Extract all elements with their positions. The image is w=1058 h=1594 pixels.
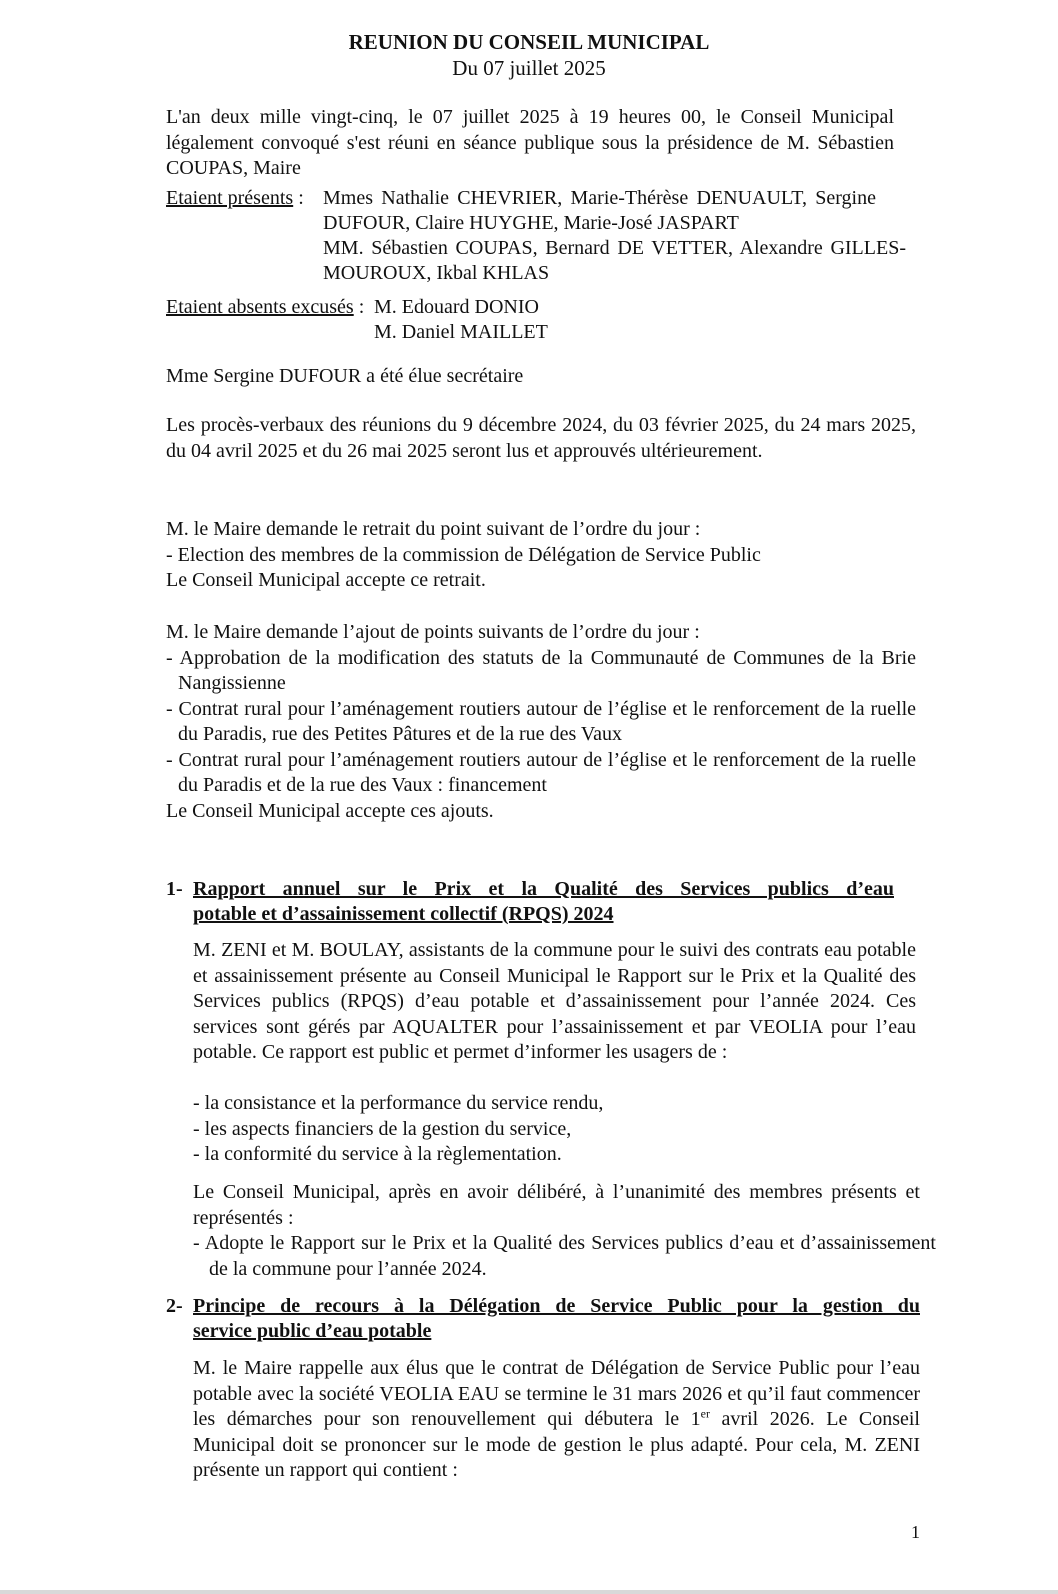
secretary-line: Mme Sergine DUFOUR a été élue secrétaire [166, 365, 524, 387]
section-1-title-line-2: potable et d’assainissement collectif (RPQS) 2024 [193, 903, 614, 925]
intro-paragraph: L'an deux mille vingt-cinq, le 07 juillet 2025 à 19 heures 00, le Conseil Municipal légalement convoqué s'est réuni en séance publique sous la présidence de M. Sébastien COUPAS, Maire [166, 106, 894, 179]
section-1-title-line-1: Rapport annuel sur le Prix et la Qualité des Services publics d’eau [193, 878, 894, 900]
document-date: Du 07 juillet 2025 [452, 56, 606, 80]
section-1-number: 1- [166, 878, 183, 900]
section-1-bullet-1: - la consistance et la performance du service rendu, [193, 1092, 604, 1114]
absents-label: Etaient absents excusés [166, 296, 354, 318]
withdrawal-block [166, 517, 926, 594]
section-2-body-part-2: avril 2026. Le Conseil Municipal doit se prononcer sur le mode de gestion le plus adapté. Pour cela, M. ZENI présente un rapport qui contient : [193, 1408, 920, 1481]
additions-item-3: - Contrat rural pour l’aménagement routiers autour de l’église et le renforcement de la ruelle du Paradis et de la rue des Vaux : financement [166, 748, 916, 796]
presents-line-1: Mmes Nathalie CHEVRIER, Marie-Thérèse DENUAULT, Sergine [323, 187, 876, 209]
absents-colon: : [353, 296, 365, 318]
presents-colon: : [293, 187, 304, 209]
absents-label-block [166, 295, 386, 321]
withdrawal-accept: Le Conseil Municipal accepte ce retrait. [166, 569, 486, 591]
section-1-bullets [193, 1091, 916, 1168]
additions-request: M. le Maire demande l’ajout de points suivants de l’ordre du jour : [166, 621, 700, 643]
section-2-body [193, 1356, 920, 1484]
section-1-deliberation: Le Conseil Municipal, après en avoir délibéré, à l’unanimité des membres présents et représentés : [193, 1181, 920, 1229]
withdrawal-request: M. le Maire demande le retrait du point suivant de l’ordre du jour : [166, 518, 701, 540]
minutes-paragraph: Les procès-verbaux des réunions du 9 décembre 2024, du 03 février 2025, du 24 mars 2025, du 04 avril 2025 et du 26 mai 2025 seront lus et approuvés ultérieurement. [166, 414, 916, 462]
absents-line-1: M. Edouard DONIO [374, 296, 539, 318]
withdrawal-item: - Election des membres de la commission de Délégation de Service Public [166, 543, 761, 566]
section-2-superscript: er [700, 1406, 710, 1421]
section-2-title-line-1: Principe de recours à la Délégation de Service Public pour la gestion du [193, 1295, 920, 1317]
section-2-body-part-1: M. le Maire rappelle aux élus que le contrat de Délégation de Service Public pour l’eau potable avec la société VEOLIA EAU se termine le 31 mars 2026 et qu’il faut commencer les démarches pour son renouvellement qui débutera le 1 [193, 1357, 920, 1430]
section-1-bullet-3: - la conformité du service à la règlementation. [193, 1143, 562, 1165]
page-bottom-border [0, 1590, 1058, 1594]
section-2-number: 2- [166, 1295, 183, 1317]
section-1-decision: - Adopte le Rapport sur le Prix et la Qualité des Services publics d’eau et d’assainissement de la commune pour l’année 2024. [193, 1232, 936, 1280]
section-1-bullet-2: - les aspects financiers de la gestion du service, [193, 1117, 572, 1140]
additions-block [166, 620, 916, 824]
presents-label-block [166, 186, 326, 212]
additions-item-1: - Approbation de la modification des statuts de la Communauté de Communes de la Brie Nangissienne [166, 646, 916, 694]
section-2-title-line-2: service public d’eau potable [193, 1320, 432, 1342]
additions-accept: Le Conseil Municipal accepte ces ajouts. [166, 799, 494, 822]
presents-line-2: DUFOUR, Claire HUYGHE, Marie-José JASPART [323, 212, 739, 234]
presents-label: Etaient présents [166, 187, 294, 209]
document-title: REUNION DU CONSEIL MUNICIPAL [348, 30, 710, 54]
page-number: 1 [911, 1522, 920, 1542]
presents-line-4: MOUROUX, Ikbal KHLAS [323, 262, 550, 284]
additions-item-2: - Contrat rural pour l’aménagement routiers autour de l’église et le renforcement de la ruelle du Paradis, rue des Petites Pâtures et de la rue des Vaux [166, 697, 916, 745]
presents-line-3: MM. Sébastien COUPAS, Bernard DE VETTER, Alexandre GILLES- [323, 237, 906, 259]
absents-line-2: M. Daniel MAILLET [374, 321, 548, 343]
section-1-body: M. ZENI et M. BOULAY, assistants de la commune pour le suivi des contrats eau potable et assainissement présente au Conseil Municipal le Rapport sur le Prix et la Qualité des Services publics (RPQS) d’eau potable et d’assainissement pour l’année 2024. Ces services sont gérés par AQUALTER pour l’assainissement et par VEOLIA pour l’eau potable. Ce rapport est public et permet d’informer les usagers de : [193, 939, 916, 1063]
